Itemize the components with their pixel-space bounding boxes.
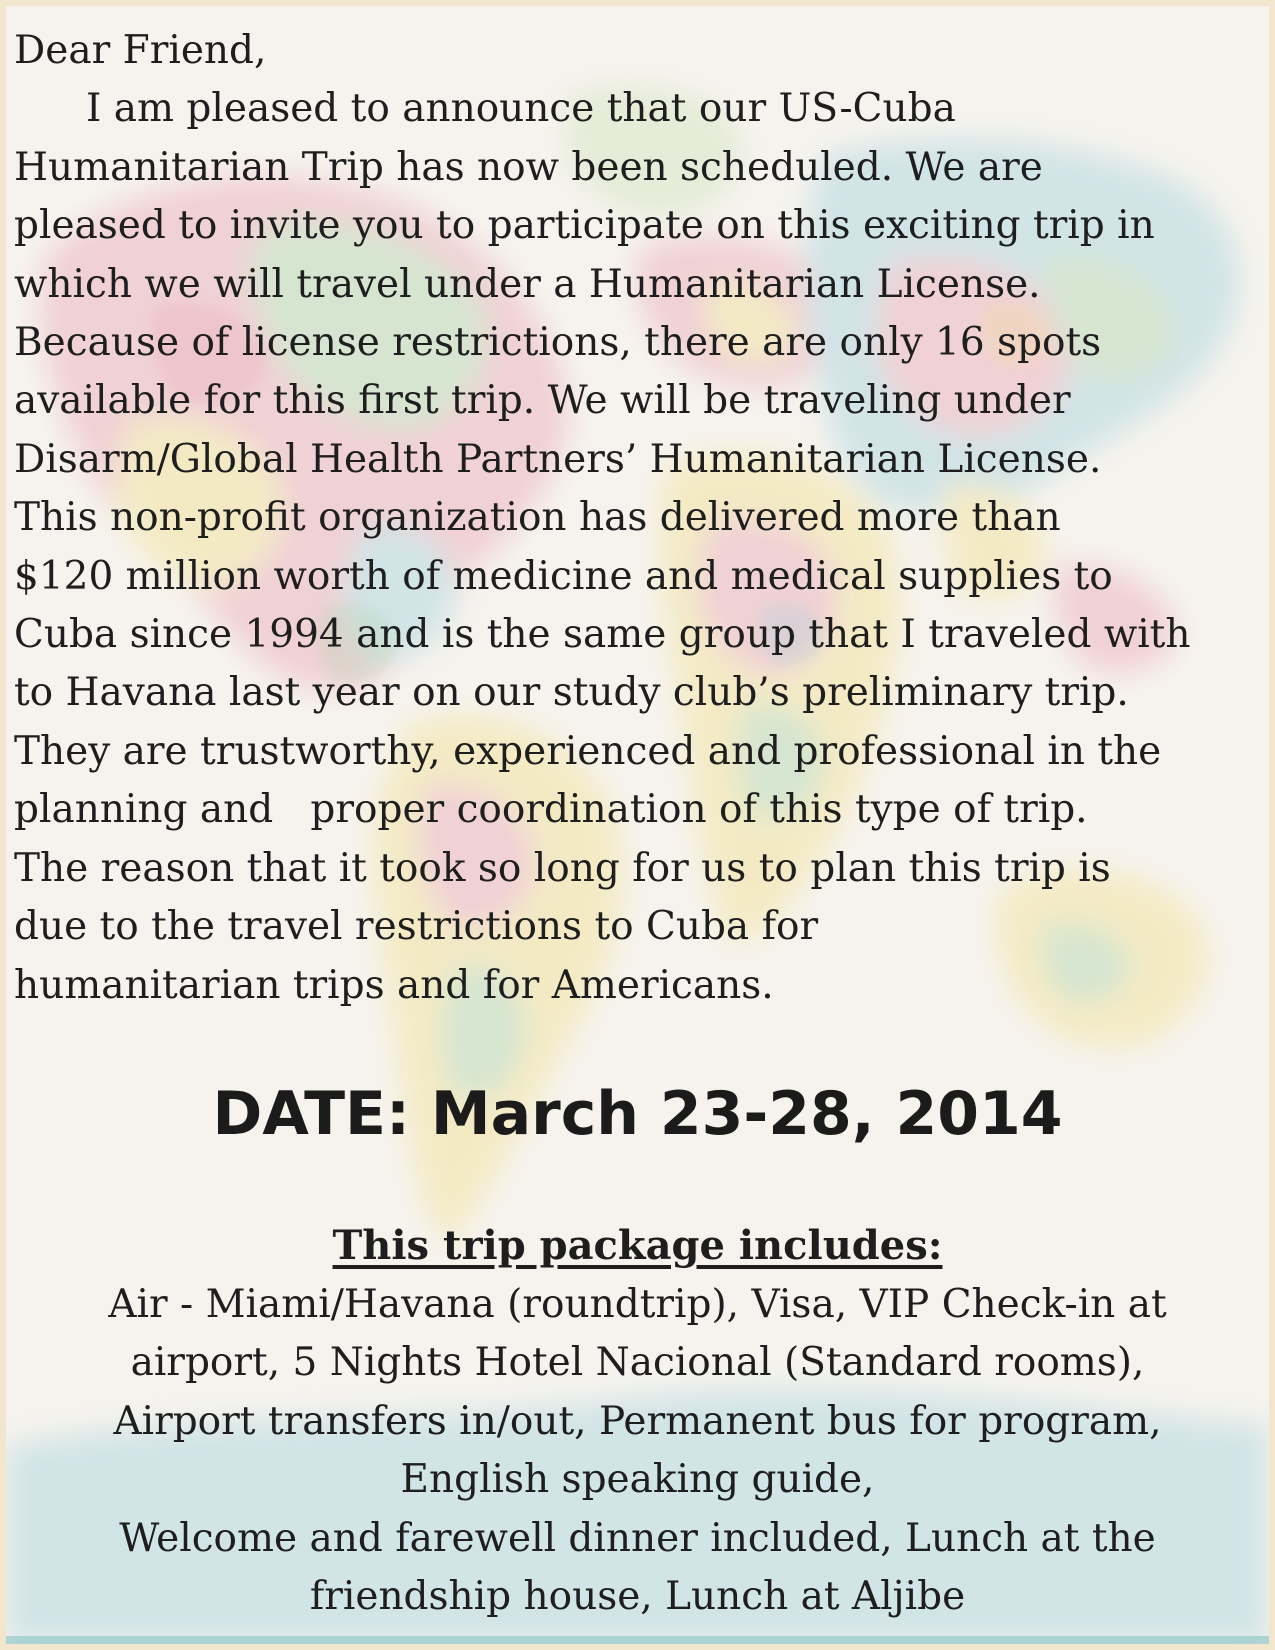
package-line: friendship house, Lunch at Aljibe <box>309 1574 966 1620</box>
letter-line: pleased to invite you to participate on this exciting trip in <box>14 203 1155 249</box>
package-title: This trip package includes: <box>332 1222 943 1269</box>
letter-line: Disarm/Global Health Partners’ Humanitarian License. <box>14 436 1102 482</box>
letter-line: planning and proper coordination of this type of trip. <box>14 787 1088 833</box>
package-line: Air - Miami/Havana (roundtrip), Visa, VIP Check-in at <box>108 1282 1167 1327</box>
letter-line: humanitarian trips and for Americans. <box>14 962 774 1008</box>
letter-line: $120 million worth of medicine and medical supplies to <box>14 553 1113 599</box>
package-line: Airport transfers in/out, Permanent bus for program, <box>113 1398 1162 1444</box>
letter-line: which we will travel under a Humanitarian License. <box>14 261 1041 307</box>
package-line: Welcome and farewell dinner included, Lunch at the <box>119 1515 1156 1561</box>
letter-body <box>14 22 1264 1015</box>
bottom-color-band <box>6 1636 1269 1644</box>
trip-date-heading: DATE: March 23-28, 2014 <box>212 1079 1063 1149</box>
letter-line: They are trustworthy, experienced and professional in the <box>14 728 1162 774</box>
letter-line: to Havana last year on our study club’s preliminary trip. <box>14 670 1129 716</box>
letter-line: available for this first trip. We will be traveling under <box>14 378 1071 424</box>
package-line: airport, 5 Nights Hotel Nacional (Standard rooms), <box>130 1340 1145 1386</box>
letter-line: due to the travel restrictions to Cuba for <box>14 904 819 950</box>
letter-line: Humanitarian Trip has now been scheduled. We are <box>14 144 1043 190</box>
package-details <box>6 1276 1269 1626</box>
paper-background <box>6 6 1269 1644</box>
letter-line: This non-profit organization has delivered more than <box>14 495 1061 541</box>
letter-line: Cuba since 1994 and is the same group that I traveled with <box>14 612 1191 658</box>
letter-line: Because of license restrictions, there are only 16 spots <box>14 320 1102 366</box>
letter-line: The reason that it took so long for us to plan this trip is <box>14 845 1111 891</box>
package-line: English speaking guide, <box>400 1457 875 1503</box>
letter-line: I am pleased to announce that our US-Cuba <box>86 86 956 132</box>
greeting: Dear Friend, <box>14 28 267 73</box>
